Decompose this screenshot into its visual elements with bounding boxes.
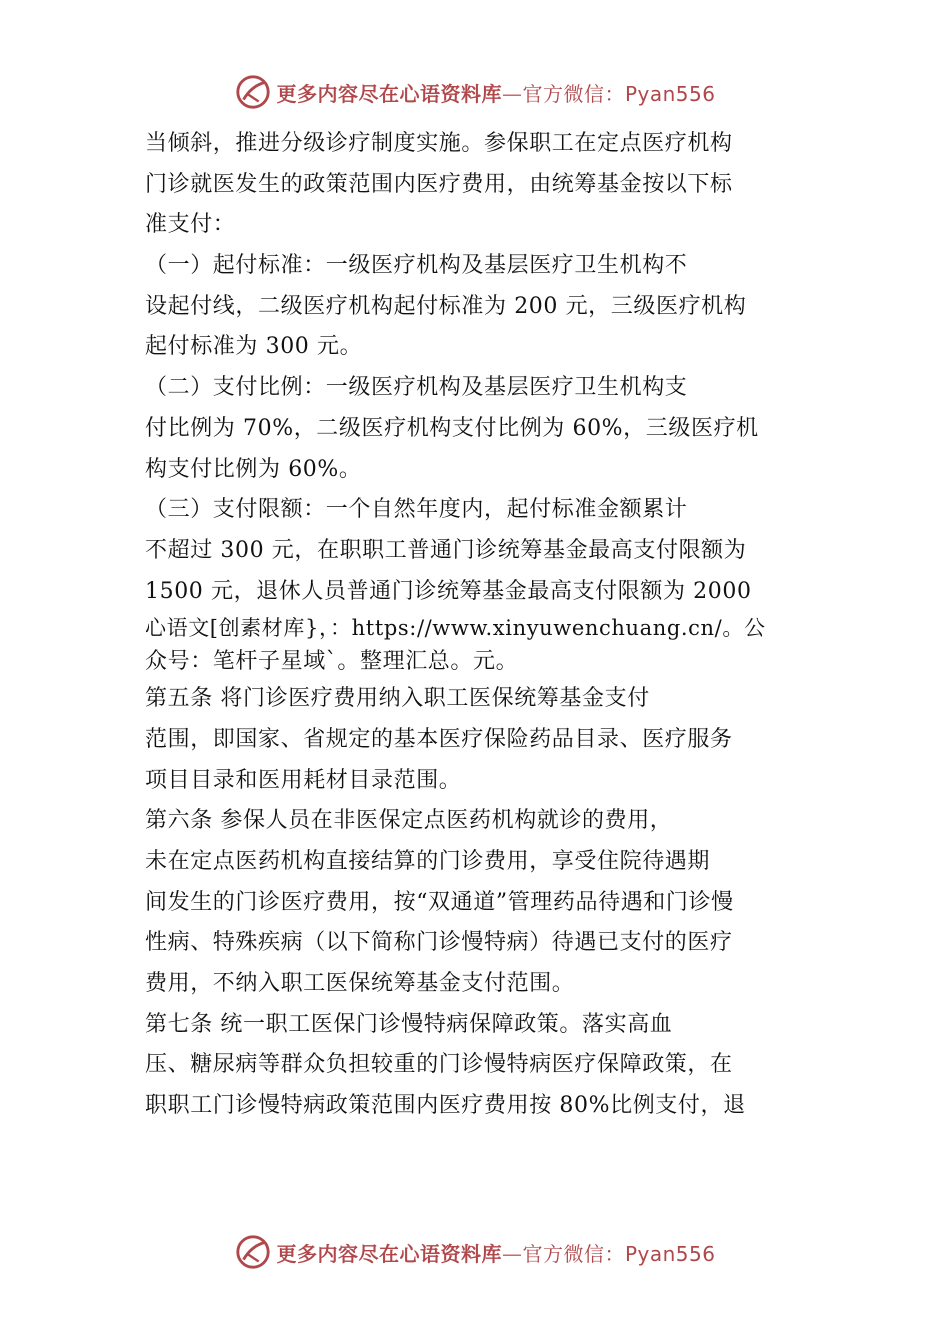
document-body — [145, 124, 807, 1127]
banner-suffix: 官方微信：Pyan556 — [522, 1241, 716, 1266]
text-line: 众号：笔杆子星域`。整理汇总。元。 — [145, 649, 519, 675]
text-line: 不超过 300 元，在职职工普通门诊统筹基金最高支付限额为 — [145, 537, 747, 563]
banner-prefix: 更多内容尽在心语资料库 — [276, 81, 502, 106]
text-line: 第五条 将门诊医疗费用纳入职工医保统筹基金支付 — [145, 686, 650, 712]
logo-icon — [234, 73, 272, 111]
text-line: 间发生的门诊医疗费用，按“双通道”管理药品待遇和门诊慢 — [145, 889, 734, 915]
text-line: 第七条 统一职工医保门诊慢特病保障政策。落实高血 — [145, 1011, 673, 1037]
watermark-banner-top — [0, 70, 950, 114]
banner-separator: — — [501, 1241, 523, 1266]
logo-icon — [234, 1233, 272, 1271]
watermark-banner-bottom — [0, 1230, 950, 1274]
text-line: 压、糖尿病等群众负担较重的门诊慢特病医疗保障政策，在 — [145, 1052, 733, 1078]
text-line: 付比例为 70%，二级医疗机构支付比例为 60%，三级医疗机 — [145, 415, 759, 441]
text-line: 第六条 参保人员在非医保定点医药机构就诊的费用， — [145, 808, 673, 834]
text-line: 起付标准为 300 元。 — [145, 334, 363, 360]
text-line: 费用，不纳入职工医保统筹基金支付范围。 — [145, 971, 575, 997]
text-line-url: 心语文[创素材库}，：https://www.xinyuwenchuang.cn/。公 — [145, 616, 766, 641]
text-line: 门诊就医发生的政策范围内医疗费用，由统筹基金按以下标 — [145, 171, 733, 197]
text-line: 准支付： — [145, 212, 236, 238]
text-line: （一）起付标准：一级医疗机构及基层医疗卫生机构不 — [145, 253, 688, 279]
banner-prefix: 更多内容尽在心语资料库 — [276, 1241, 502, 1266]
text-line: 性病、特殊疾病（以下简称门诊慢特病）待遇已支付的医疗 — [145, 930, 733, 956]
text-line: 项目目录和医用耗材目录范围。 — [145, 767, 462, 793]
text-line: 1500 元，退休人员普通门诊统筹基金最高支付限额为 2000 — [145, 578, 752, 604]
text-line: 职职工门诊慢特病政策范围内医疗费用按 80%比例支付，退 — [145, 1093, 746, 1119]
banner-separator: — — [501, 81, 523, 106]
text-line: 构支付比例为 60%。 — [145, 456, 362, 482]
text-line: 未在定点医药机构直接结算的门诊费用，享受住院待遇期 — [145, 849, 711, 874]
text-line: 当倾斜，推进分级诊疗制度实施。参保职工在定点医疗机构 — [145, 131, 733, 156]
text-line: 范围，即国家、省规定的基本医疗保险药品目录、医疗服务 — [145, 726, 733, 752]
banner-suffix: 官方微信：Pyan556 — [522, 81, 716, 106]
text-line: （二）支付比例：一级医疗机构及基层医疗卫生机构支 — [145, 375, 688, 401]
text-line: （三）支付限额：一个自然年度内，起付标准金额累计 — [145, 497, 688, 523]
text-line: 设起付线，二级医疗机构起付标准为 200 元，三级医疗机构 — [145, 293, 747, 319]
